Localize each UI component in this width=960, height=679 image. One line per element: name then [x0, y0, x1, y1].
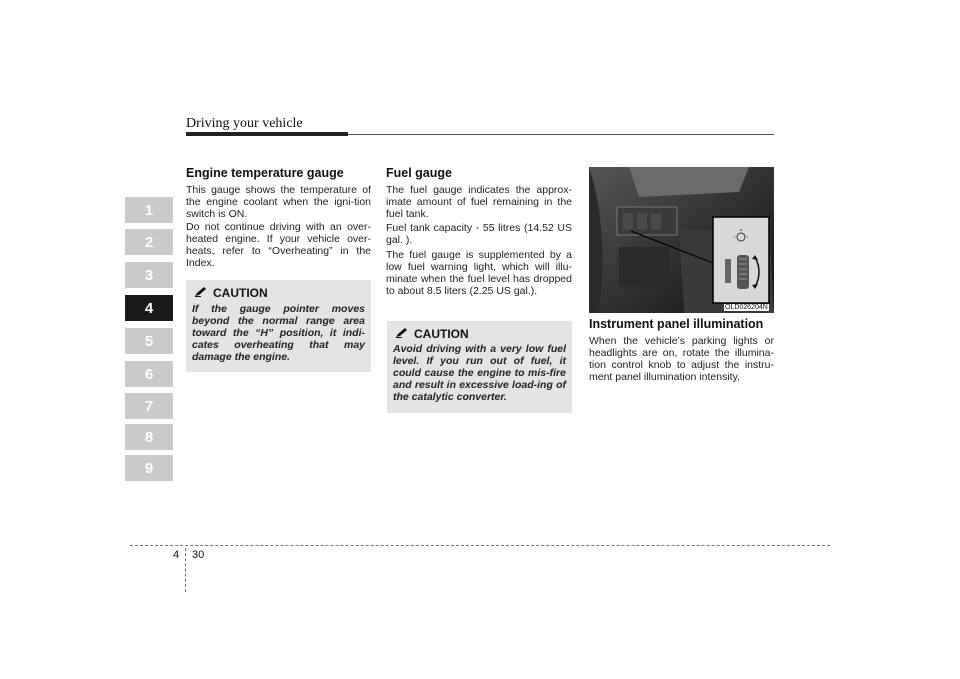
illumination-heading: Instrument panel illumination — [589, 317, 764, 331]
chapter-tab-9[interactable]: 9 — [125, 455, 173, 481]
fuel-gauge-paragraph-3: The fuel gauge is supplemented by a low fuel warning light, which will illu-minate when the fuel level has dropped to about 8.5 liters (2.25 US gal.). — [386, 249, 572, 297]
engine-temp-caution-box — [186, 280, 371, 372]
engine-temp-paragraph-2: Do not continue driving with an over-heated engine. If your vehicle over-heats, refer to “Overheating” in the Index. — [186, 221, 371, 269]
header-rule-accent — [186, 132, 348, 136]
caution-text: Avoid driving with a very low fuel level. If you run out of fuel, it could cause the engine to mis-fire and result in excessive load-ing of the catalytic converter. — [393, 343, 566, 403]
chapter-tab-1[interactable]: 1 — [125, 197, 173, 223]
dashboard-photo — [589, 167, 774, 313]
engine-temp-paragraph-1: This gauge shows the temperature of the engine coolant when the igni-tion switch is ON. — [186, 184, 371, 220]
caution-text: If the gauge pointer moves beyond the normal range area toward the “H” position, it indi-cates overheating that may damage the engine. — [192, 303, 365, 363]
caution-header — [395, 327, 469, 341]
illumination-paragraph: When the vehicle’s parking lights or headlights are on, rotate the illumina-tion control knob to adjust the instru-ment panel illumination intensity. — [589, 335, 774, 383]
footer-chapter-number: 4 — [173, 549, 180, 561]
caution-label: CAUTION — [213, 286, 268, 300]
chapter-tab-3[interactable]: 3 — [125, 262, 173, 288]
photo-caption: OLD026204N — [725, 304, 768, 311]
chapter-tab-5[interactable]: 5 — [125, 328, 173, 354]
chapter-tab-6[interactable]: 6 — [125, 361, 173, 387]
fuel-caution-box — [387, 321, 572, 413]
pencil-icon — [194, 286, 208, 300]
chapter-tab-8[interactable]: 8 — [125, 424, 173, 450]
fuel-gauge-paragraph-1: The fuel gauge indicates the approx-imate amount of fuel remaining in the fuel tank. — [386, 184, 572, 220]
fuel-gauge-paragraph-2: Fuel tank capacity - 55 litres (14.52 US gal. ). — [386, 222, 572, 246]
chapter-tab-7[interactable]: 7 — [125, 393, 173, 419]
caution-header — [194, 286, 268, 300]
pencil-icon — [395, 327, 409, 341]
engine-temp-heading: Engine temperature gauge — [186, 166, 344, 180]
chapter-tab-4[interactable]: 4 — [125, 295, 173, 321]
caution-label: CAUTION — [414, 327, 469, 341]
running-header-title: Driving your vehicle — [186, 116, 303, 131]
chapter-tab-2[interactable]: 2 — [125, 229, 173, 255]
footer-rule — [130, 545, 830, 546]
footer-divider — [185, 548, 186, 592]
fuel-gauge-heading: Fuel gauge — [386, 166, 452, 180]
footer-page-number: 30 — [192, 549, 205, 561]
